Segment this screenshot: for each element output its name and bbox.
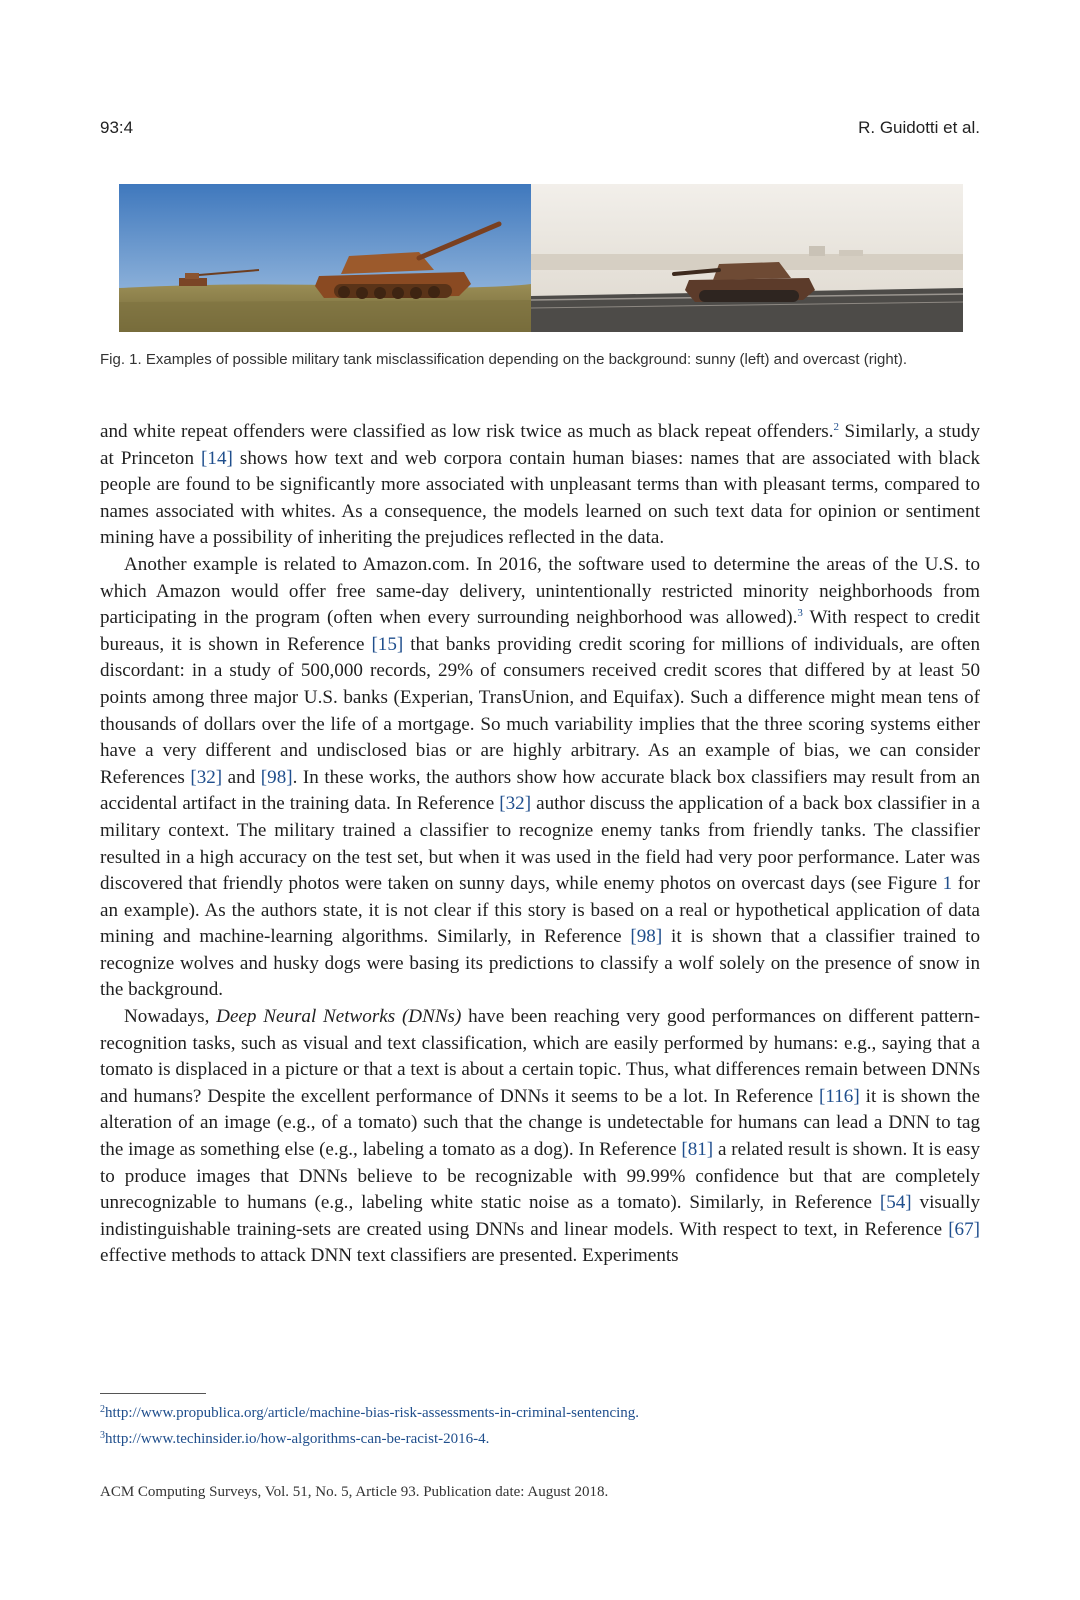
sunny-photo — [119, 184, 531, 332]
footnote-marker[interactable]: 3 — [797, 607, 803, 620]
paragraph: Another example is related to Amazon.com. In 2016, the software used to determine the areas of the U.S. to which Amazon would offer free same-day delivery, unintentionally restricted minority neighborhoods from participating in the program (often when every surrounding neighborhood was allowed).$^3$ With respect to credit bureaus, it is shown in Reference [15] that banks providing credit scoring for millions of individuals, are often discordant: in a study of 500,000 records, 29% of consumers received credit scores that differed by at least 50 points among three major U.S. banks (Experian, TransUnion, and Equifax). Such a difference might mean tens of thousands of dollars over the life of a mortgage. So much variability implies that the three scoring systems either have a very different and undisclosed bias or are highly arbitrary. As an example of bias, we can consider References [32] and [98]. In these works, the authors show how accurate black box classifiers may result from an accidental artifact in the training data. In Reference [32] author discuss the application of a back box classifier in a military context. The military trained a classifier to recognize enemy tanks from friendly tanks. The classifier resulted in a high accuracy on the test set, but when it was used in the field had very poor performance. Later was discovered that friendly photos were taken on sunny days, while enemy photos on overcast days (see Figure 1 for an example). As the authors state, it is not clear if this story is based on a real or hypothetical application of data mining and machine-learning algorithms. Similarly, in Reference [98] it is shown that a classifier trained to recognize wolves and husky dogs were basing its predictions to classify a wolf solely on the presence of snow in the background. — [100, 553, 981, 1001]
citation-link[interactable]: [14] — [201, 447, 233, 469]
overcast-photo — [531, 184, 963, 332]
body-text — [100, 419, 980, 1270]
footnote-divider — [100, 1393, 206, 1394]
running-authors: R. Guidotti et al. — [858, 118, 980, 137]
figure-1 — [119, 184, 963, 332]
tank-photos — [119, 184, 963, 332]
journal-footer: ACM Computing Surveys, Vol. 51, No. 5, Article 93. Publication date: August 2018. — [100, 1484, 609, 1500]
citation-link[interactable]: [32] — [190, 766, 223, 788]
paragraph: Nowadays, Deep Neural Networks (DNNs) have been reaching very good performances on different pattern-recognition tasks, such as visual and text classification, which are easily performed by humans: e.g., saying that a tomato is displaced in a picture or that a text is about a certain topic. Thus, what differences remain between DNNs and humans? Despite the excellent performance of DNNs it seems to be a lot. In Reference [116] it is shown the alteration of an image (e.g., of a tomato) such that the change is undetectable for humans can lead a DNN to tag the image as something else (e.g., labeling a tomato as a dog). In Reference [81] a related result is shown. It is easy to produce images that DNNs believe to be recognizable with 99.99% confidence but that are completely unrecognizable to humans (e.g., labeling white static noise as a tomato). Similarly, in Reference [54] visually indistinguishable training-sets are created using DNNs and linear models. With respect to text, in Reference [67] effective methods to attack DNN text classifiers are presented. Experiments — [100, 1006, 981, 1267]
footnote-item: $^3$http://www.techinsider.io/how-algorithms-can-be-racist-2016-4. — [100, 1430, 490, 1447]
figure-link[interactable]: 1 — [942, 873, 953, 895]
citation-link[interactable]: [67] — [948, 1218, 980, 1240]
page-number: 93:4 — [100, 118, 134, 137]
footnotes — [100, 1400, 980, 1452]
citation-link[interactable]: [54] — [879, 1192, 912, 1214]
citation-link[interactable]: [32] — [499, 793, 532, 815]
paragraph: and white repeat offenders were classified as low risk twice as much as black repeat offenders.$^2$ Similarly, a study at Princeton [14] shows how text and web corpora contain human biases: names that are associated with black people are found to be significantly more associated with unpleasant terms than with pleasant terms, compared to names associated with whites. As a consequence, the models learned on such text data for opinion or sentiment mining have a possibility of inheriting the prejudices reflected in the data. — [100, 421, 981, 549]
figure-caption: Fig. 1. Examples of possible military tank misclassification depending on the background: sunny (left) and overcast (right). — [100, 351, 908, 368]
footnote-item: $^2$http://www.propublica.org/article/machine-bias-risk-assessments-in-criminal-sentencing. — [100, 1404, 640, 1421]
citation-link[interactable]: [116] — [819, 1085, 860, 1107]
citation-link[interactable]: [98] — [630, 926, 663, 948]
footnote-marker[interactable]: 2 — [833, 421, 840, 433]
emphasis: Deep Neural Networks (DNNs) — [216, 1006, 462, 1028]
citation-link[interactable]: [15] — [371, 633, 404, 655]
citation-link[interactable]: [81] — [681, 1139, 714, 1161]
footnote-link[interactable]: http://www.techinsider.io/how-algorithms-can-be-racist-2016-4. — [105, 1431, 490, 1447]
footnote-link[interactable]: http://www.propublica.org/article/machine-bias-risk-assessments-in-criminal-sentencing. — [105, 1405, 640, 1421]
running-header — [100, 118, 980, 148]
citation-link[interactable]: [98] — [260, 766, 293, 788]
